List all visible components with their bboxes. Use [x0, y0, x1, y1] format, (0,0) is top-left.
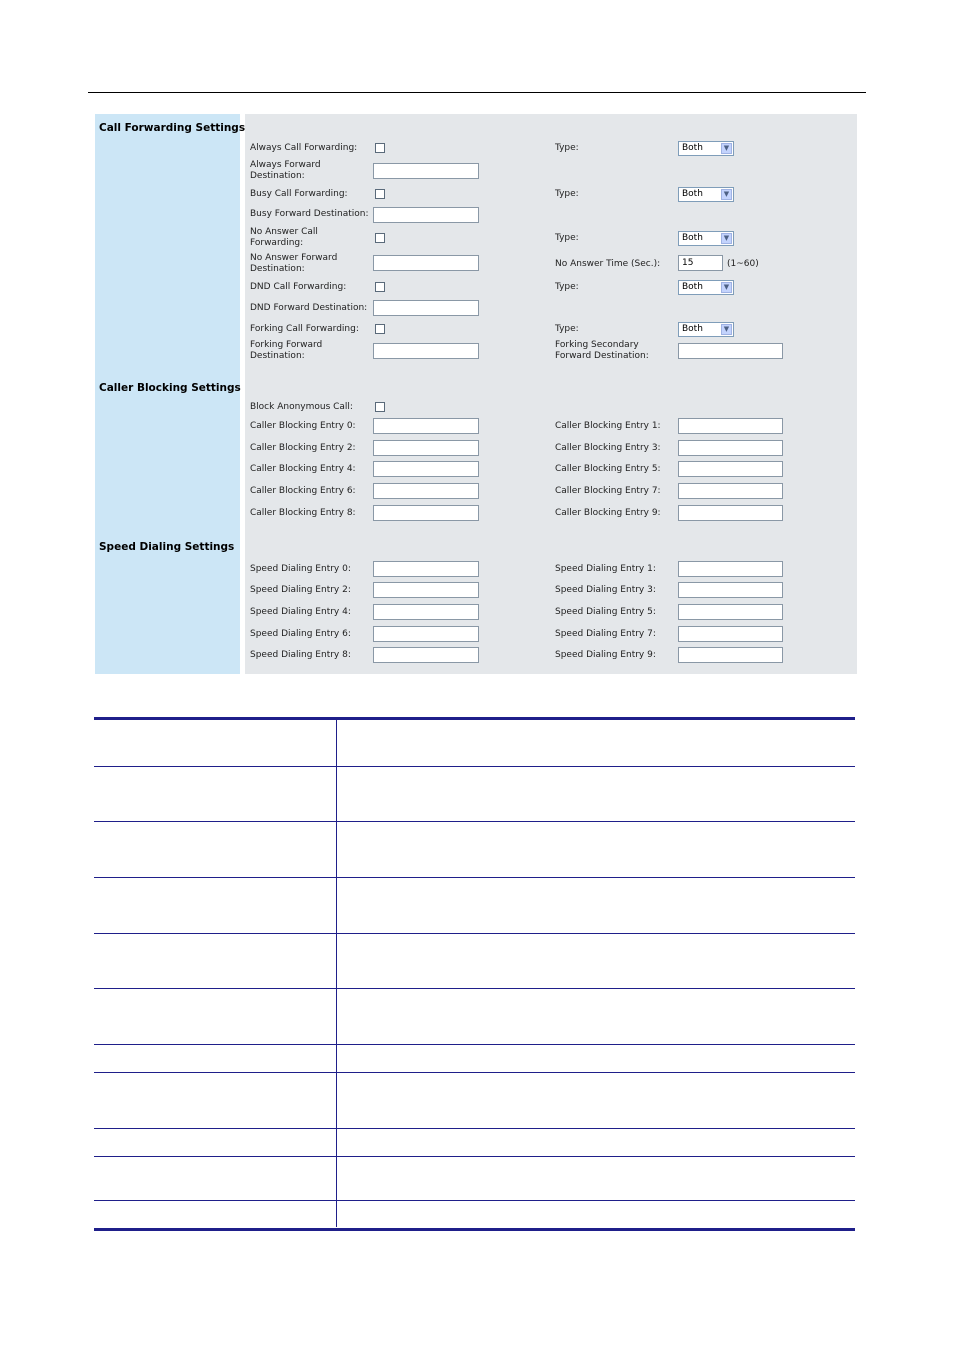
noanswer-time-hint: (1~60) — [727, 259, 759, 269]
always-type-label: Type: — [555, 143, 579, 153]
caller-blocking-entry-label: Caller Blocking Entry 1: — [555, 421, 661, 431]
speed-dialing-entry-label: Speed Dialing Entry 6: — [250, 629, 351, 639]
caller-blocking-entry-input[interactable] — [373, 418, 479, 434]
always-destination-label: Always Forward Destination: — [250, 160, 321, 181]
table-row — [94, 988, 855, 1044]
table-bottom-rule — [94, 1228, 855, 1231]
dnd-type-value: Both — [682, 282, 703, 292]
caller-blocking-entry-label: Caller Blocking Entry 7: — [555, 486, 661, 496]
caller-blocking-entry-input[interactable] — [678, 461, 783, 477]
busy-forwarding-checkbox[interactable] — [375, 189, 385, 199]
chevron-down-icon: ▼ — [721, 189, 732, 200]
call-forwarding-title: Call Forwarding Settings — [99, 122, 246, 134]
table-row — [94, 1044, 855, 1072]
always-type-select[interactable] — [678, 141, 734, 156]
caller-blocking-entry-label: Caller Blocking Entry 4: — [250, 464, 356, 474]
table-row — [94, 1156, 855, 1200]
chevron-down-icon: ▼ — [721, 282, 732, 293]
dnd-type-label: Type: — [555, 282, 579, 292]
caller-blocking-entry-input[interactable] — [373, 440, 479, 456]
speed-dialing-entry-input[interactable] — [373, 604, 479, 620]
forking-type-select[interactable] — [678, 322, 734, 337]
dnd-destination-input[interactable] — [373, 300, 479, 316]
speed-dialing-title: Speed Dialing Settings — [99, 541, 235, 553]
forking-forwarding-label: Forking Call Forwarding: — [250, 324, 359, 334]
speed-dialing-entry-input[interactable] — [678, 647, 783, 663]
noanswer-type-select[interactable] — [678, 231, 734, 246]
caller-blocking-entry-input[interactable] — [678, 418, 783, 434]
busy-type-value: Both — [682, 189, 703, 199]
table-row — [94, 821, 855, 877]
noanswer-forwarding-checkbox[interactable] — [375, 233, 385, 243]
speed-dialing-entry-input[interactable] — [678, 561, 783, 577]
chevron-down-icon: ▼ — [721, 143, 732, 154]
table-row — [94, 766, 855, 821]
caller-blocking-entry-label: Caller Blocking Entry 9: — [555, 508, 661, 518]
always-type-value: Both — [682, 143, 703, 153]
speed-dialing-entry-label: Speed Dialing Entry 7: — [555, 629, 656, 639]
dnd-forwarding-checkbox[interactable] — [375, 282, 385, 292]
speed-dialing-entry-input[interactable] — [678, 626, 783, 642]
forking-type-value: Both — [682, 324, 703, 334]
caller-blocking-entry-input[interactable] — [373, 461, 479, 477]
speed-dialing-entry-input[interactable] — [373, 647, 479, 663]
noanswer-time-label: No Answer Time (Sec.): — [555, 259, 661, 269]
speed-dialing-entry-input[interactable] — [678, 604, 783, 620]
busy-destination-input[interactable] — [373, 207, 479, 223]
busy-forwarding-label: Busy Call Forwarding: — [250, 189, 348, 199]
caller-blocking-title: Caller Blocking Settings — [99, 382, 241, 394]
caller-blocking-entry-label: Caller Blocking Entry 2: — [250, 443, 356, 453]
noanswer-type-label: Type: — [555, 233, 579, 243]
speed-dialing-entry-label: Speed Dialing Entry 3: — [555, 585, 656, 595]
caller-blocking-entry-label: Caller Blocking Entry 0: — [250, 421, 356, 431]
noanswer-type-value: Both — [682, 233, 703, 243]
caller-blocking-entry-label: Caller Blocking Entry 3: — [555, 443, 661, 453]
speed-dialing-entry-label: Speed Dialing Entry 1: — [555, 564, 656, 574]
caller-blocking-entry-input[interactable] — [678, 505, 783, 521]
table-row — [94, 1200, 855, 1227]
chevron-down-icon: ▼ — [721, 233, 732, 244]
section-sidebar — [95, 114, 246, 674]
speed-dialing-entry-input[interactable] — [373, 626, 479, 642]
description-table — [94, 717, 855, 1227]
speed-dialing-entry-input[interactable] — [373, 582, 479, 598]
table-row — [94, 1128, 855, 1156]
speed-dialing-entry-label: Speed Dialing Entry 5: — [555, 607, 656, 617]
speed-dialing-entry-input[interactable] — [678, 582, 783, 598]
forking-forwarding-checkbox[interactable] — [375, 324, 385, 334]
noanswer-time-input[interactable]: 15 — [678, 255, 723, 271]
table-row — [94, 877, 855, 933]
caller-blocking-entry-label: Caller Blocking Entry 6: — [250, 486, 356, 496]
noanswer-destination-input[interactable] — [373, 255, 479, 271]
table-row — [94, 717, 855, 766]
block-anonymous-checkbox[interactable] — [375, 402, 385, 412]
caller-blocking-entry-input[interactable] — [678, 483, 783, 499]
chevron-down-icon: ▼ — [721, 324, 732, 335]
caller-blocking-entry-input[interactable] — [373, 483, 479, 499]
speed-dialing-entry-input[interactable] — [373, 561, 479, 577]
caller-blocking-entry-input[interactable] — [373, 505, 479, 521]
always-forwarding-checkbox[interactable] — [375, 143, 385, 153]
caller-blocking-entry-input[interactable] — [678, 440, 783, 456]
forking-type-label: Type: — [555, 324, 579, 334]
speed-dialing-entry-label: Speed Dialing Entry 4: — [250, 607, 351, 617]
speed-dialing-entry-label: Speed Dialing Entry 0: — [250, 564, 351, 574]
table-row — [94, 933, 855, 988]
dnd-type-select[interactable] — [678, 280, 734, 295]
forking-destination-input[interactable] — [373, 343, 479, 359]
speed-dialing-entry-label: Speed Dialing Entry 9: — [555, 650, 656, 660]
noanswer-forwarding-label: No Answer Call Forwarding: — [250, 227, 318, 248]
forking-secondary-input[interactable] — [678, 343, 783, 359]
block-anonymous-label: Block Anonymous Call: — [250, 402, 353, 412]
noanswer-destination-label: No Answer Forward Destination: — [250, 253, 338, 274]
header-rule — [88, 92, 866, 93]
busy-type-label: Type: — [555, 189, 579, 199]
dnd-forwarding-label: DND Call Forwarding: — [250, 282, 347, 292]
caller-blocking-entry-label: Caller Blocking Entry 8: — [250, 508, 356, 518]
forking-destination-label: Forking Forward Destination: — [250, 340, 323, 361]
busy-type-select[interactable] — [678, 187, 734, 202]
caller-blocking-entry-label: Caller Blocking Entry 5: — [555, 464, 661, 474]
dnd-destination-label: DND Forward Destination: — [250, 303, 368, 313]
always-forwarding-label: Always Call Forwarding: — [250, 143, 358, 153]
speed-dialing-entry-label: Speed Dialing Entry 2: — [250, 585, 351, 595]
busy-destination-label: Busy Forward Destination: — [250, 209, 369, 219]
always-destination-input[interactable] — [373, 163, 479, 179]
table-row — [94, 1072, 855, 1128]
speed-dialing-entry-label: Speed Dialing Entry 8: — [250, 650, 351, 660]
forking-secondary-label: Forking Secondary Forward Destination: — [555, 340, 649, 361]
